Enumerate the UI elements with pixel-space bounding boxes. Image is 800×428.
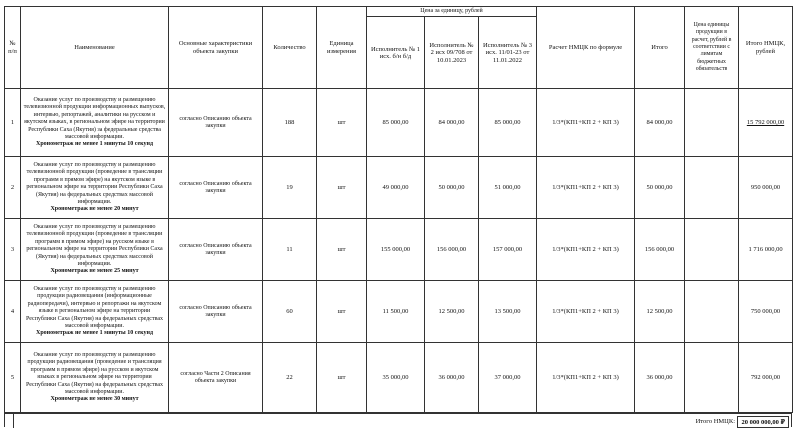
row-unit: шт <box>317 219 367 281</box>
row-price-3: 13 500,00 <box>479 281 537 343</box>
row-characteristics: согласно Описанию объекта закупки <box>169 281 263 343</box>
total-bar-divider <box>13 414 14 428</box>
total-label: Итого НМЦК: <box>695 418 735 425</box>
row-price-2: 84 000,00 <box>425 89 479 157</box>
row-price-1: 49 000,00 <box>367 157 425 219</box>
row-name-cell <box>21 281 169 343</box>
row-total: 50 000,00 <box>635 157 685 219</box>
row-quantity: 11 <box>263 219 317 281</box>
table-row <box>5 219 793 281</box>
row-name-cell <box>21 343 169 413</box>
row-total: 84 000,00 <box>635 89 685 157</box>
row-price-1: 11 500,00 <box>367 281 425 343</box>
row-name-cell <box>21 157 169 219</box>
row-unit: шт <box>317 281 367 343</box>
col-header-characteristics: Основные характеристики объекта закупки <box>169 7 263 89</box>
row-name: Оказание услуг по производству и размещению продукции радиовещания (информационные радиопередачи), интервью и репортажи на якутском языке в региональном эфире на территории Республики Саха (Якутия) на федеральных средствах массовой информации. <box>25 285 164 330</box>
col-header-unit-price: Цена единицы продукции в расчет, рублей в соответствии с лимитам бюджетных обязательств <box>685 7 739 89</box>
row-number: 3 <box>5 219 21 281</box>
col-header-total: Итого <box>635 7 685 89</box>
col-header-no: № п/п <box>5 7 21 89</box>
row-quantity: 19 <box>263 157 317 219</box>
col-header-supplier-1: Исполнитель № 1 исх. б/н б/д <box>367 17 425 89</box>
row-price-3: 157 000,00 <box>479 219 537 281</box>
row-price-1: 35 000,00 <box>367 343 425 413</box>
row-duration: Хронометраж не менее 25 минут <box>50 268 139 275</box>
table-row <box>5 89 793 157</box>
col-header-calc: Расчет НМЦК по формуле <box>537 7 635 89</box>
row-price-1: 155 000,00 <box>367 219 425 281</box>
row-unit-price <box>685 343 739 413</box>
row-duration: Хронометраж не менее 30 минут <box>50 396 139 403</box>
row-nmck: 750 000,00 <box>739 281 793 343</box>
row-price-2: 50 000,00 <box>425 157 479 219</box>
row-calc: 1/3*(КП1+КП 2 + КП 3) <box>537 343 635 413</box>
table-row <box>5 157 793 219</box>
row-nmck: 950 000,00 <box>739 157 793 219</box>
row-nmck: 1 716 000,00 <box>739 219 793 281</box>
row-total: 36 000,00 <box>635 343 685 413</box>
col-header-price-group: Цена за единицу, рублей <box>367 7 537 17</box>
row-calc: 1/3*(КП1+КП 2 + КП 3) <box>537 157 635 219</box>
col-header-quantity: Количество <box>263 7 317 89</box>
row-nmck: 15 792 000,00 <box>739 89 793 157</box>
row-characteristics: согласно Описанию объекта закупки <box>169 219 263 281</box>
row-characteristics: согласно Описанию объекта закупки <box>169 89 263 157</box>
col-header-unit: Единица измерения <box>317 7 367 89</box>
row-duration: Хронометраж не менее 1 минуты 10 секунд <box>35 141 154 148</box>
row-price-3: 51 000,00 <box>479 157 537 219</box>
row-unit-price <box>685 89 739 157</box>
col-header-name: Наименование <box>21 7 169 89</box>
row-price-2: 36 000,00 <box>425 343 479 413</box>
row-unit: шт <box>317 343 367 413</box>
row-number: 5 <box>5 343 21 413</box>
row-number: 2 <box>5 157 21 219</box>
row-total: 156 000,00 <box>635 219 685 281</box>
row-unit-price <box>685 281 739 343</box>
row-duration: Хронометраж не менее 20 минут <box>50 206 139 213</box>
row-name-cell <box>21 219 169 281</box>
row-characteristics: согласно Части 2 Описания объекта закупки <box>169 343 263 413</box>
row-price-2: 156 000,00 <box>425 219 479 281</box>
row-duration: Хронометраж не менее 1 минуты 10 секунд <box>35 330 154 337</box>
col-header-nmck: Итого НМЦК, рублей <box>739 7 793 89</box>
row-price-3: 85 000,00 <box>479 89 537 157</box>
col-header-supplier-3: Исполнитель № 3 исх. 11/01-23 от 11.01.2022 <box>479 17 537 89</box>
row-quantity: 188 <box>263 89 317 157</box>
row-price-1: 85 000,00 <box>367 89 425 157</box>
nmck-table-wrapper <box>4 6 792 413</box>
row-calc: 1/3*(КП1+КП 2 + КП 3) <box>537 281 635 343</box>
row-unit: шт <box>317 157 367 219</box>
row-nmck: 792 000,00 <box>739 343 793 413</box>
row-characteristics: согласно Описанию объекта закупки <box>169 157 263 219</box>
row-number: 1 <box>5 89 21 157</box>
row-price-2: 12 500,00 <box>425 281 479 343</box>
table-row <box>5 343 793 413</box>
row-name: Оказание услуг по производству и размещению телевизионной продукции информационных выпусков, интервью, репортажей, аналитики на русском и якутском языках, в региональном эфире на территории Республики Саха (Якутия) за федеральные средства массовой информации. <box>23 96 166 141</box>
row-quantity: 60 <box>263 281 317 343</box>
nmck-table <box>4 6 793 413</box>
row-calc: 1/3*(КП1+КП 2 + КП 3) <box>537 89 635 157</box>
row-number: 4 <box>5 281 21 343</box>
row-unit-price <box>685 157 739 219</box>
row-name: Оказание услуг по производству и размещению телевизионной продукции (проведение в трансляции программ в прямом эфире) на якутском языке в региональном эфире на территории Республики Саха (Якутия) на федеральных средствах массовой информации. <box>26 161 163 206</box>
total-value: 20 000 000,00 ₽ <box>737 416 789 428</box>
col-header-supplier-2: Исполнитель № 2 исх 09/708 от 10.01.2023 <box>425 17 479 89</box>
table-row <box>5 281 793 343</box>
total-bar <box>4 413 792 427</box>
row-total: 12 500,00 <box>635 281 685 343</box>
row-name: Оказание услуг по производству и размещению продукции радиовещания (проведение и трансляция программ в прямом эфире) на русском и якутском языках в региональном эфире на территории Республики Саха (Якутия) на федеральных средствах массовой информации. <box>25 351 164 396</box>
row-name-cell <box>21 89 169 157</box>
row-unit: шт <box>317 89 367 157</box>
row-calc: 1/3*(КП1+КП 2 + КП 3) <box>537 219 635 281</box>
row-price-3: 37 000,00 <box>479 343 537 413</box>
row-name: Оказание услуг по производству и размещению телевизионной продукции (проведение в трансляции программ в прямом эфире) на русском языке в региональном эфире на территории Республики Саха (Якутия) на федеральных средствах массовой информации. <box>26 223 163 268</box>
row-quantity: 22 <box>263 343 317 413</box>
row-unit-price <box>685 219 739 281</box>
